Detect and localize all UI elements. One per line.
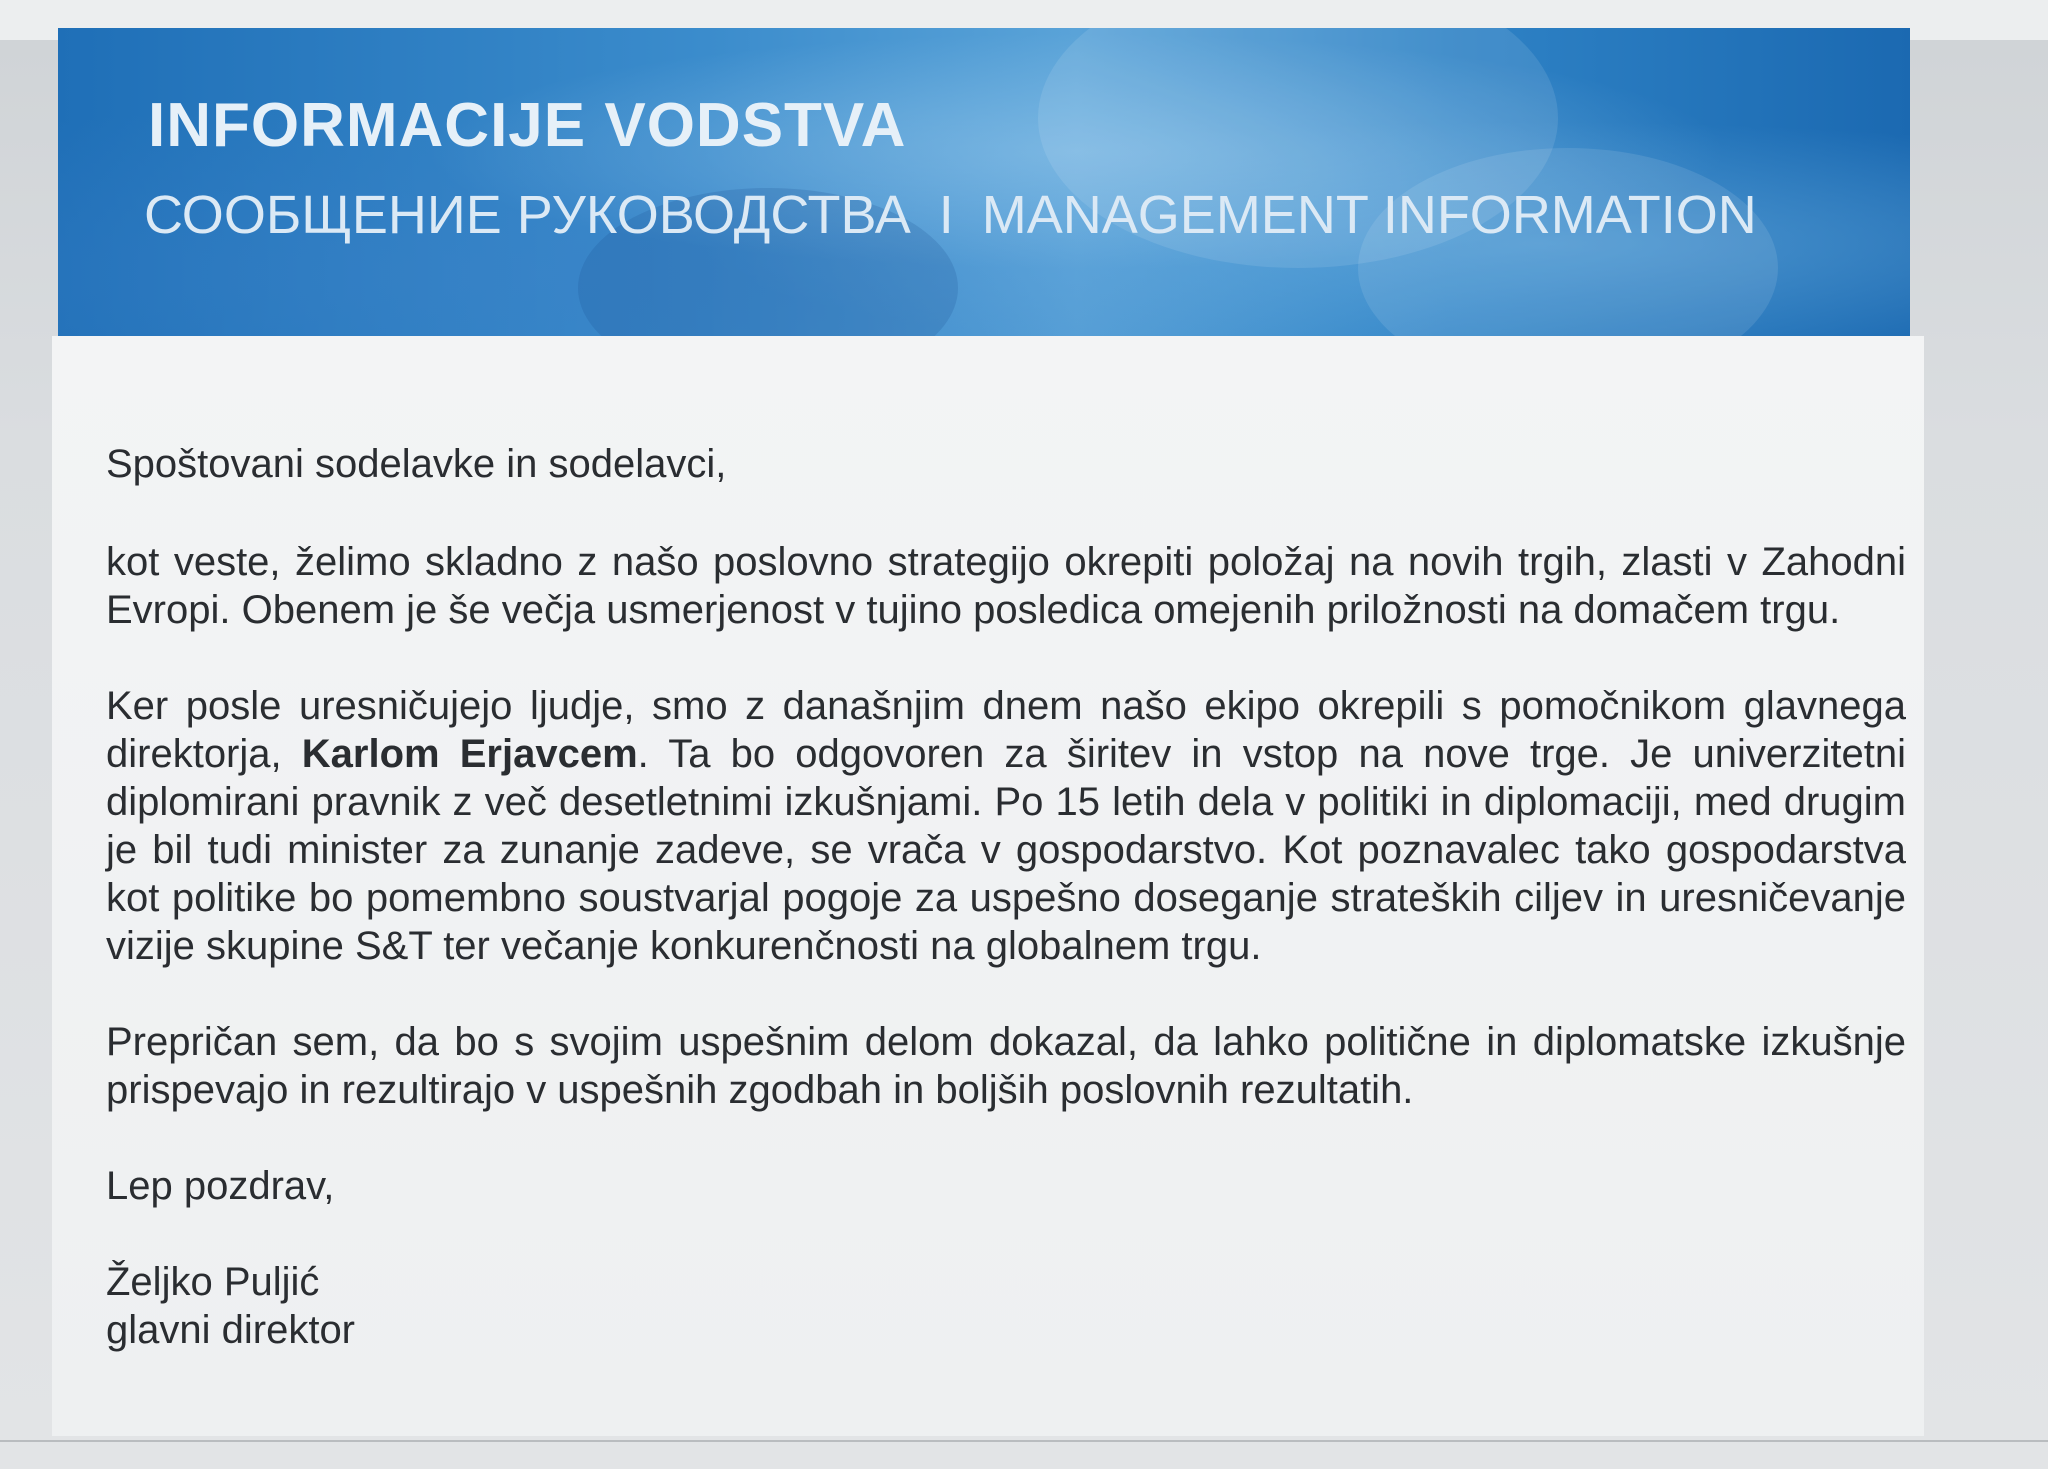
letter-greeting: Spoštovani sodelavke in sodelavci, <box>106 442 727 486</box>
banner-subtitle-russian: СООБЩЕНИЕ РУКОВОДСТВА <box>144 185 911 245</box>
banner-subtitle-english: MANAGEMENT INFORMATION <box>981 185 1757 245</box>
divider <box>0 1440 2048 1442</box>
letter-paragraph-1: kot veste, želimo skladno z našo poslovno strategijo okrepiti položaj na novih trgih, zlasti v Zahodni Evropi. Obenem je še večja usmerjenost v tujino posledica omejenih priložnosti na domačem trgu. <box>106 540 1906 632</box>
paragraph-2-rest: . Ta bo odgovoren za širitev in vstop na nove trge. Je univerzitetni diplomirani pravnik z več desetletnimi izkušnjami. Po 15 letih dela v politiki in diplomaciji, med drugim je bil tudi minister za zunanje zadeve, se vrača v gospodarstvo. Kot poznavalec tako gospodarstva kot politike bo pomembno soustvarjal pogoje za uspešno doseganje strateških ciljev in uresničevanje vizije skupine S&T ter večanje konkurenčnosti na globalnem trgu. <box>106 732 1906 968</box>
letter-paragraph-2 <box>106 682 1906 970</box>
letter-text <box>106 440 1906 1354</box>
header-banner <box>58 28 1910 336</box>
appointee-name: Karlom Erjavcem <box>301 732 638 776</box>
signature-title: glavni direktor <box>106 1308 356 1352</box>
paragraph-2-intro: Ker posle uresničujejo ljudje, smo z današnjim dnem našo ekipo okrepili s pomočnikom glavnega direktorja, <box>106 684 1906 776</box>
letter-paragraph-3: Prepričan sem, da bo s svojim uspešnim delom dokazal, da lahko politične in diplomatske izkušnje prispevajo in rezultirajo v uspešnih zgodbah in boljših poslovnih rezultatih. <box>106 1020 1906 1112</box>
banner-subtitle <box>144 184 1757 246</box>
banner-title: INFORMACIJE VODSTVA <box>148 91 907 160</box>
signature-name: Željko Puljić <box>106 1260 320 1304</box>
letter-closing: Lep pozdrav, <box>106 1164 335 1208</box>
banner-subtitle-separator: I <box>938 185 954 245</box>
